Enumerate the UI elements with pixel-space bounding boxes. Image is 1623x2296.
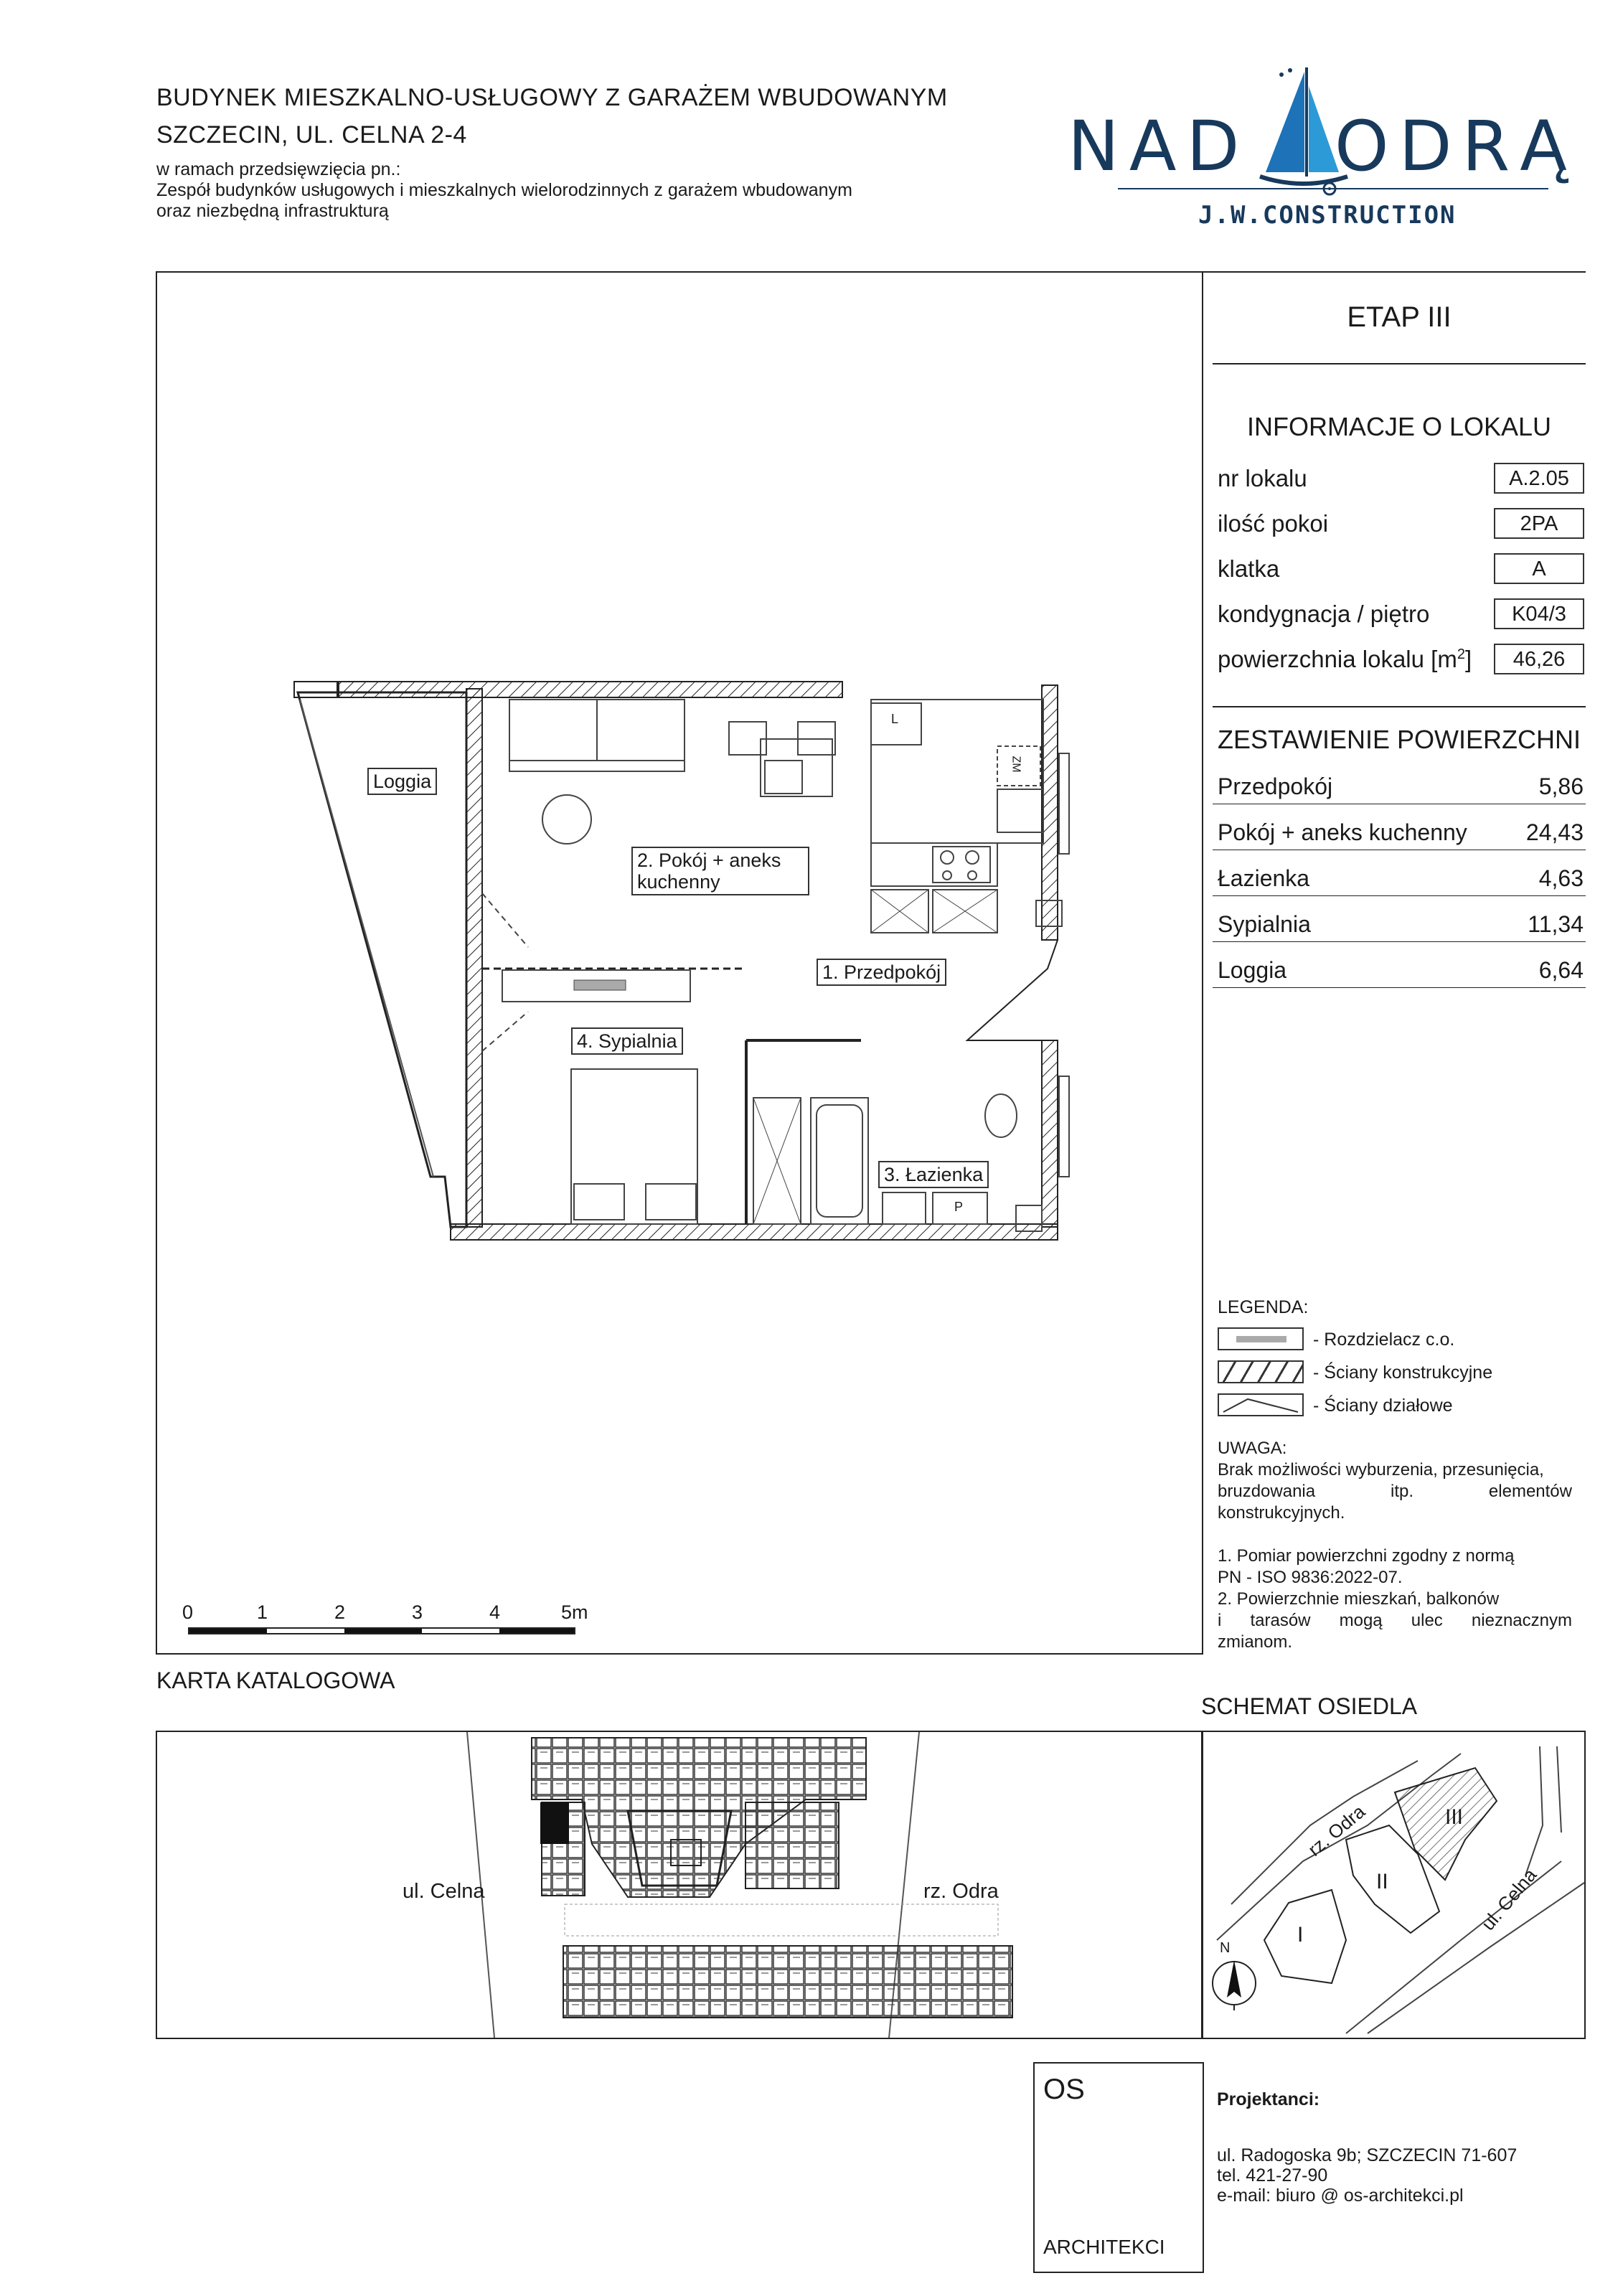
legend-swatch-distributor xyxy=(1218,1327,1304,1350)
scale-bar-track xyxy=(188,1627,575,1634)
scale-bar xyxy=(182,1601,588,1623)
info-value-unit: A.2.05 xyxy=(1494,463,1584,494)
scale-tick-3: 3 xyxy=(412,1601,423,1623)
architect-address: ul. Radogoska 9b; SZCZECIN 71-607 xyxy=(1217,2145,1518,2165)
legend-label-partition: - Ściany działowe xyxy=(1313,1396,1453,1416)
panel-top-rule xyxy=(1201,271,1586,273)
estate-stage-I: I xyxy=(1297,1923,1304,1947)
area-row: Łazienka 4,63 xyxy=(1218,865,1584,891)
architect-email: e-mail: biuro @ os-architekci.pl xyxy=(1217,2186,1464,2206)
sink xyxy=(997,789,1043,832)
north-arrow-icon xyxy=(1207,1954,1261,2012)
site-plan-drawing xyxy=(157,1732,1202,2038)
scale-tick-5m: 5m xyxy=(561,1601,588,1623)
info-value-stairwell: A xyxy=(1494,553,1584,584)
architect-logo-bottom: ARCHITEKCI xyxy=(1043,2236,1165,2258)
estate-scheme xyxy=(1201,1731,1586,2039)
areas-top-rule xyxy=(1213,706,1586,707)
nadodra-logo xyxy=(1068,65,1584,230)
project-sub-2: Zespół budynków usługowych i mieszkalnych wielorodzinnych z garażem wbudowanym xyxy=(156,180,852,200)
architect-logo-top: OS xyxy=(1043,2074,1085,2105)
project-title: BUDYNEK MIESZKALNO-USŁUGOWY Z GARAŻEM WBUDOWANYM xyxy=(156,84,948,111)
wall-left xyxy=(466,689,482,1227)
info-value-area: 46,26 xyxy=(1494,644,1584,674)
architect-logo xyxy=(1033,2062,1204,2273)
logo-brand-left: NAD xyxy=(1068,106,1250,187)
fixture-heater-label: P xyxy=(954,1200,964,1214)
estate-stage-II: II xyxy=(1376,1870,1388,1893)
fixture-washer-label: ZM xyxy=(1010,756,1022,773)
logo-brand-right: ODRĄ xyxy=(1335,106,1577,187)
info-label-floor: kondygnacja / piętro xyxy=(1218,601,1430,627)
scale-tick-1: 1 xyxy=(257,1601,268,1623)
notes-block-1: Brak możliwości wyburzenia, przesunięcia, bruzdowania itp. elementów konstrukcyjnych. xyxy=(1218,1460,1572,1523)
bed xyxy=(571,1069,697,1224)
estate-stage-III: III xyxy=(1445,1805,1464,1829)
notes-title: UWAGA: xyxy=(1218,1439,1287,1458)
logo-company: J.W.CONSTRUCTION xyxy=(1198,201,1457,230)
washbasin xyxy=(883,1192,926,1224)
scale-tick-2: 2 xyxy=(334,1601,346,1623)
estate-street-label: ul. Celna xyxy=(1477,1864,1541,1935)
wall-bottom xyxy=(451,1224,1058,1240)
legend-title: LEGENDA: xyxy=(1218,1297,1309,1317)
project-address: SZCZECIN, UL. CELNA 2-4 xyxy=(156,121,467,149)
info-label-area: powierzchnia lokalu $[m^2]$ xyxy=(1218,646,1472,672)
wall-right-upper xyxy=(1042,685,1058,940)
catalog-title: KARTA KATALOGOWA xyxy=(156,1667,395,1693)
area-row: Sypialnia 11,34 xyxy=(1218,911,1584,937)
fixture-fridge-label: L xyxy=(891,712,899,726)
notes-block-2: 1. Pomiar powierzchni zgodny z normą PN - ISO 9836:2022-07. 2. Powierzchnie mieszkań, balkonów i tarasów mogą ulec nieznacznym zmianom. xyxy=(1218,1546,1572,1652)
designers-label: Projektanci: xyxy=(1217,2089,1320,2109)
map-street-celna: ul. Celna xyxy=(403,1880,485,1903)
legend-swatch-partition xyxy=(1218,1393,1304,1416)
areas-title: ZESTAWIENIE POWIERZCHNI xyxy=(1218,725,1581,754)
area-row: Przedpokój 5,86 xyxy=(1218,773,1584,799)
stage-label: ETAP III xyxy=(1347,301,1452,333)
shower xyxy=(811,1098,868,1224)
north-label: N xyxy=(1220,1940,1231,1956)
cooktop xyxy=(933,847,990,883)
room-label-bedroom: 4. Sypialnia xyxy=(571,1027,683,1055)
info-title: INFORMACJE O LOKALU xyxy=(1246,412,1552,441)
info-value-rooms: 2PA xyxy=(1494,508,1584,539)
area-row: Loggia 6,64 xyxy=(1218,957,1584,983)
round-table xyxy=(542,795,591,844)
legend-swatch-structural xyxy=(1218,1360,1304,1383)
estate-river-label: rz. Odra xyxy=(1304,1800,1370,1860)
room-label-loggia: Loggia xyxy=(367,768,437,795)
unit-highlight xyxy=(540,1802,569,1844)
legend-label-structural: - Ściany konstrukcyjne xyxy=(1313,1363,1493,1383)
project-sub-1: w ramach przedsięwzięcia pn.: xyxy=(156,159,401,179)
catalog-map xyxy=(156,1731,1203,2039)
estate-title: SCHEMAT OSIEDLA xyxy=(1201,1693,1418,1719)
map-river-odra: rz. Odra xyxy=(923,1880,999,1903)
stage-rule xyxy=(1213,363,1586,364)
legend-label-distributor: - Rozdzielacz c.o. xyxy=(1313,1330,1455,1350)
wall-top xyxy=(337,682,842,697)
room-label-bathroom: 3. Łazienka xyxy=(878,1161,989,1188)
project-sub-3: oraz niezbędną infrastrukturą xyxy=(156,201,389,221)
toilet xyxy=(985,1094,1017,1137)
dining-table xyxy=(761,739,832,796)
room-label-hall: 1. Przedpokój xyxy=(817,959,946,986)
helm-icon xyxy=(1320,179,1339,198)
room-label-living-line1: 2. Pokój + aneks xyxy=(637,850,781,871)
scale-tick-4: 4 xyxy=(489,1601,501,1623)
scale-tick-0: 0 xyxy=(182,1601,194,1623)
room-label-living xyxy=(631,847,809,895)
info-label-unit: nr lokalu xyxy=(1218,465,1307,491)
info-value-floor: K04/3 xyxy=(1494,598,1584,629)
room-label-living-line2: kuchenny xyxy=(637,871,720,893)
architect-phone: tel. 421-27-90 xyxy=(1217,2165,1328,2186)
entry-wall xyxy=(967,940,1058,1040)
wall-right-lower xyxy=(1042,1040,1058,1227)
area-row: Pokój + aneks kuchenny 24,43 xyxy=(1218,819,1584,845)
info-label-rooms: ilość pokoi xyxy=(1218,510,1329,537)
info-label-stairwell: klatka xyxy=(1218,555,1280,582)
